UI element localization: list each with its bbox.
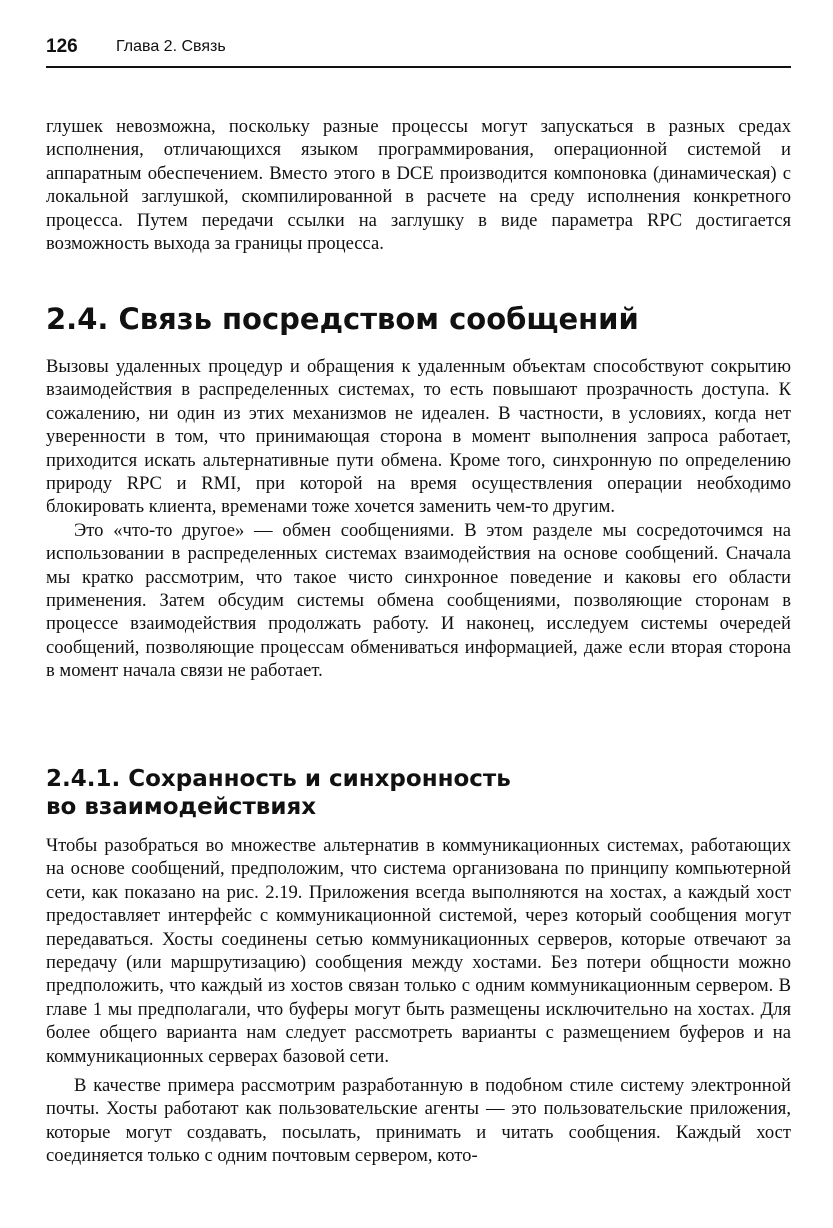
subsection-paragraph-1: Чтобы разобраться во множестве альтернатив в коммуникационных системах, работающих на основе сообщений, предположим, что система организована по принципу компьютерной сети, как показано на рис. 2.19. Приложения всегда выполняются на хостах, а каждый хост предоставляет интерфейс с коммуникационной системой, через который сообщения могут передаваться. Хосты соединены сетью коммуникационных серверов, которые отвечают за передачу (или маршрутизацию) сообщения между хостами. Без потери общности можно предположить, что каждый из хостов связан только с одним коммуникационным сервером. В главе 1 мы предполагали, что буферы могут быть размещены исключительно на хостах. Для более общего варианта нам следует рассмотреть варианты с размещением буферов и на коммуникационных серверах базовой сети. xyxy=(46,835,791,1067)
subsection-heading-line-1: 2.4.1. Сохранность и синхронность xyxy=(46,766,511,792)
section-text-block xyxy=(46,355,791,683)
subsection-text-block xyxy=(46,834,791,1168)
intro-paragraph: глушек невозможна, поскольку разные процессы могут запускаться в разных средах исполнения, отличающихся языком программирования, операционной системой и аппаратным обеспечением. Вместо этого в DCE производится компоновка (динамическая) с локальной заглушкой, скомпилированной в расчете на среду исполнения конкретного процесса. Путем передачи ссылки на заглушку в виде параметра RPC достигается возможность выхода за границы процесса. xyxy=(46,116,791,255)
subsection-paragraph-2: В качестве примера рассмотрим разработанную в подобном стиле систему электронной почты. Хосты работают как пользовательские агенты — это пользовательские приложения, которые могут создавать, посылать, принимать и читать сообщения. Каждый хост соединяется только с одним почтовым сервером, кото- xyxy=(46,1075,791,1167)
running-header xyxy=(46,34,791,68)
section-paragraph-1: Вызовы удаленных процедур и обращения к удаленным объектам способствуют сокрытию взаимодействия в распределенных системах, то есть повышают прозрачность доступа. К сожалению, ни один из этих механизмов не идеален. В частности, в условиях, когда нет уверенности в том, что принимающая сторона в момент выполнения запроса работает, приходится искать альтернативные пути обмена. Кроме того, синхронную по определению природу RPC и RMI, при которой на время осуществления операции необходимо блокировать клиента, временами тоже хочется заменить чем-то другим. xyxy=(46,356,791,518)
page-number: 126 xyxy=(46,36,78,57)
intro-text-block xyxy=(46,115,791,255)
subsection-heading-line-2: во взаимодействиях xyxy=(46,794,317,820)
subsection-heading xyxy=(46,765,791,821)
chapter-title: Глава 2. Связь xyxy=(116,38,226,55)
section-paragraph-2: Это «что-то другое» — обмен сообщениями. В этом разделе мы сосредоточимся на использовании в распределенных системах взаимодействия на основе сообщений. Сначала мы кратко рассмотрим, что такое чисто синхронное поведение и каковы его области применения. Затем обсудим системы обмена сообщениями, позволяющие сторонам в процессе взаимодействия продолжать работу. И наконец, исследуем системы очередей сообщений, позволяющие процессам обмениваться информацией, даже если вторая сторона в момент начала связи не работает. xyxy=(46,519,791,682)
section-heading: 2.4. Связь посредством сообщений xyxy=(46,302,639,336)
